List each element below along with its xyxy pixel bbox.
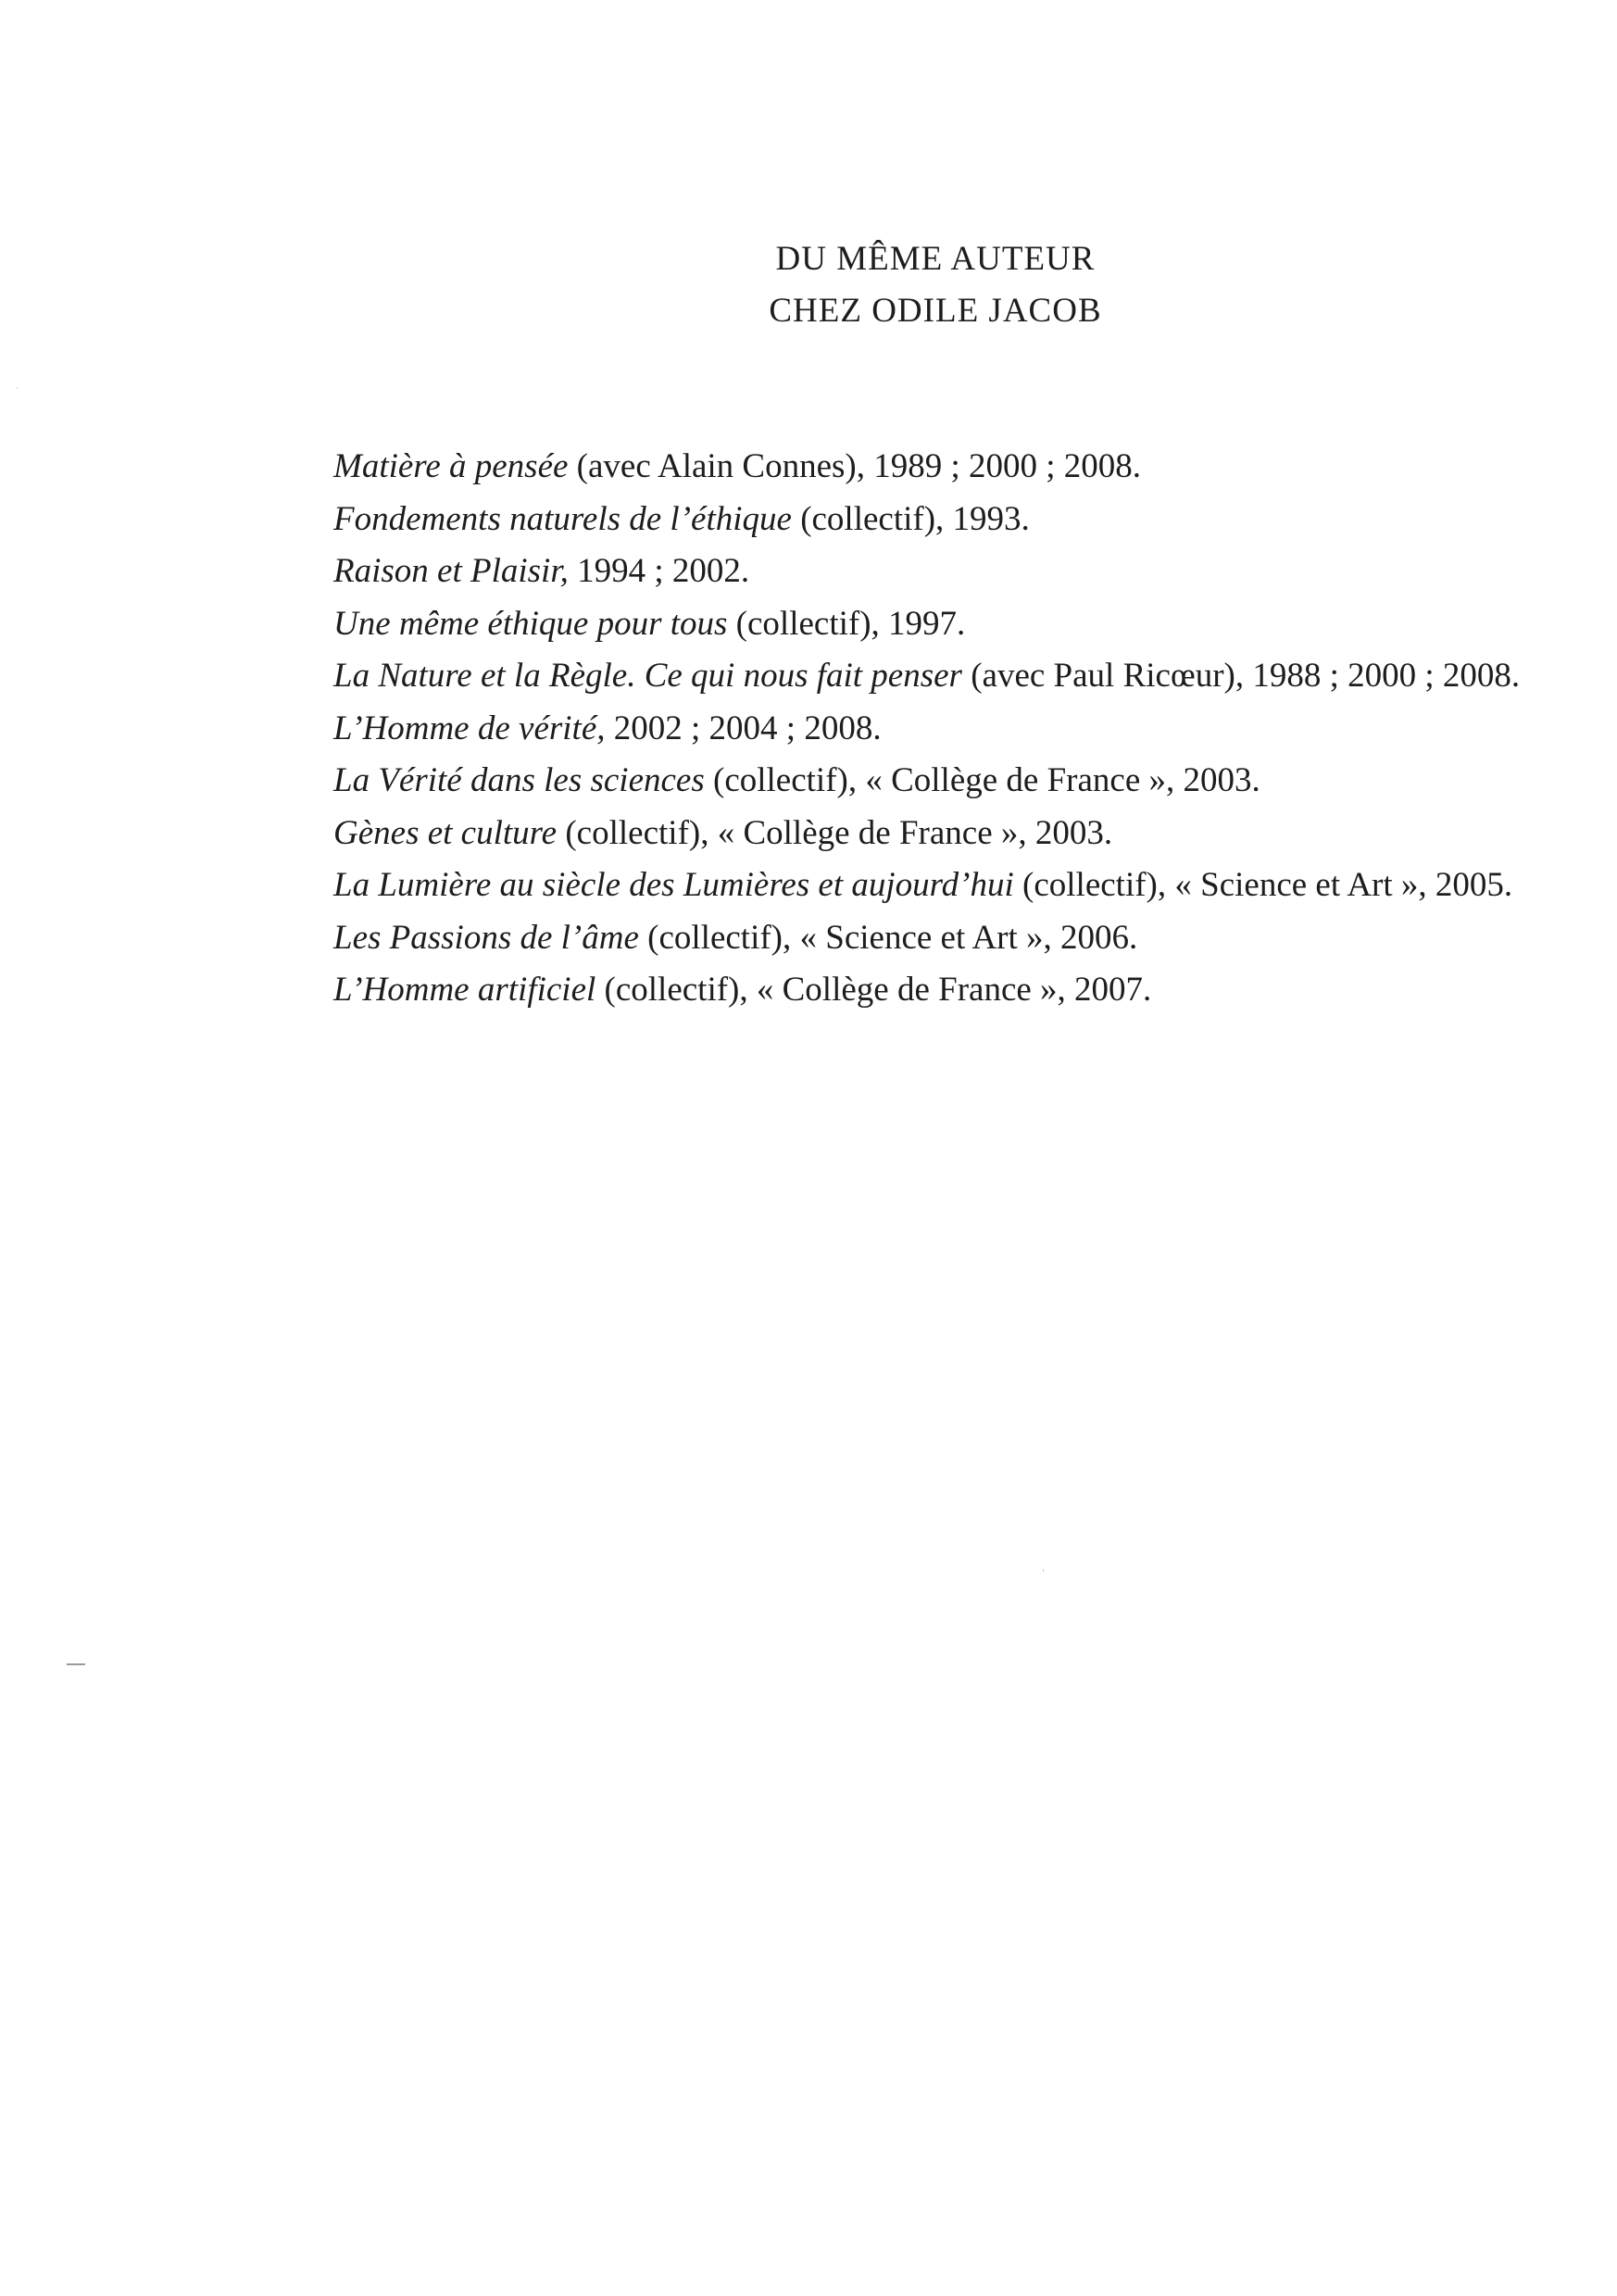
work-details: (collectif), « Collège de France », 2007. bbox=[595, 971, 1152, 1009]
bibliography-list bbox=[333, 441, 1528, 1017]
bibliography-entry bbox=[333, 859, 1528, 912]
work-title: L’Homme artificiel bbox=[333, 971, 596, 1009]
scan-speck bbox=[17, 387, 18, 389]
work-title: Une même éthique pour tous bbox=[333, 604, 728, 643]
work-title: Raison et Plaisir, bbox=[333, 552, 569, 590]
scan-speck bbox=[1043, 1569, 1044, 1572]
work-title: L’Homme de vérité, bbox=[333, 709, 606, 747]
work-details: (avec Paul Ricœur), 1988 ; 2000 ; 2008. bbox=[961, 657, 1521, 695]
section-heading bbox=[722, 233, 1148, 337]
bibliography-entry bbox=[333, 650, 1528, 703]
work-title: La Nature et la Règle. Ce qui nous fait penser bbox=[333, 657, 962, 695]
work-title: Matière à pensée bbox=[333, 447, 569, 485]
scan-speck bbox=[67, 1663, 85, 1665]
bibliography-entry bbox=[333, 441, 1528, 494]
work-details: (collectif), 1997. bbox=[727, 604, 966, 643]
bibliography-entry bbox=[333, 703, 1528, 756]
work-details: 2002 ; 2004 ; 2008. bbox=[605, 709, 882, 747]
work-title: Fondements naturels de l’éthique bbox=[333, 499, 792, 538]
bibliography-entry bbox=[333, 494, 1528, 546]
work-title: La Vérité dans les sciences bbox=[333, 761, 705, 799]
heading-line-1: DU MÊME AUTEUR bbox=[775, 240, 1096, 278]
bibliography-entry bbox=[333, 964, 1528, 1017]
heading-line-2: CHEZ ODILE JACOB bbox=[769, 292, 1102, 330]
work-details: (collectif), « Science et Art », 2006. bbox=[638, 918, 1138, 957]
bibliography-entry bbox=[333, 755, 1528, 808]
work-details: 1994 ; 2002. bbox=[568, 552, 750, 590]
work-title: Les Passions de l’âme bbox=[333, 918, 639, 957]
work-details: (collectif), « Collège de France », 2003. bbox=[557, 813, 1113, 852]
work-details: (collectif), 1993. bbox=[791, 499, 1030, 538]
work-title: La Lumière au siècle des Lumières et aujourd’hui bbox=[333, 866, 1014, 904]
bibliography-entry bbox=[333, 598, 1528, 651]
work-details: (collectif), « Science et Art », 2005. bbox=[1013, 866, 1513, 904]
work-details: (avec Alain Connes), 1989 ; 2000 ; 2008. bbox=[568, 447, 1142, 485]
bibliography-entry bbox=[333, 546, 1528, 598]
bibliography-entry bbox=[333, 808, 1528, 860]
work-title: Gènes et culture bbox=[333, 813, 558, 852]
bibliography-entry bbox=[333, 912, 1528, 965]
work-details: (collectif), « Collège de France », 2003. bbox=[704, 761, 1260, 799]
